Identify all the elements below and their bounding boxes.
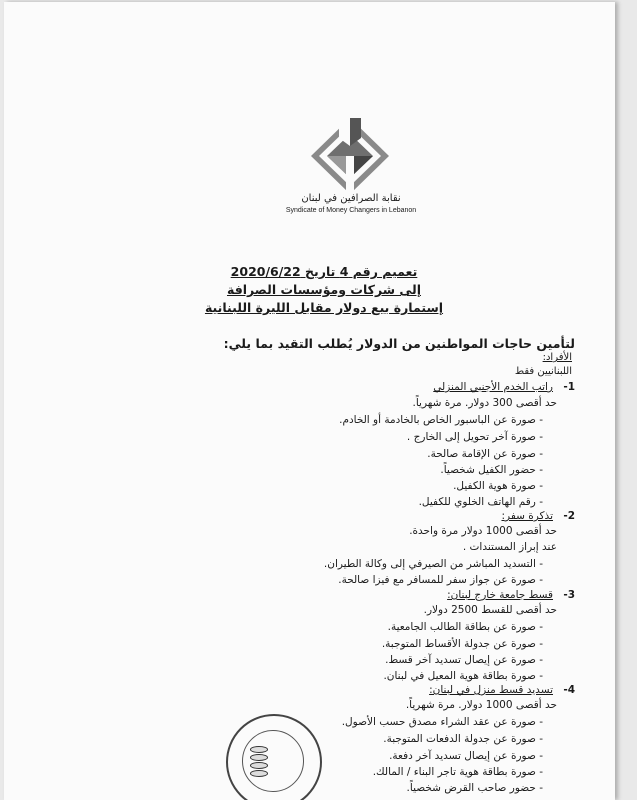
section-4-title: تسديد قسط منزل في لبنان: xyxy=(429,684,553,696)
section-2-title: تذكرة سفر: xyxy=(501,510,553,522)
section-1-item: - صورة هوية الكفيل. xyxy=(453,480,543,492)
document-page xyxy=(4,2,615,800)
section-4-item: - صورة عن جدولة الدفعات المتوجبة. xyxy=(383,733,543,745)
section-3-title: قسط جامعة خارج لبنان: xyxy=(447,589,553,601)
section-3-item: - صورة عن بطاقة الطالب الجامعية. xyxy=(387,621,543,633)
section-3-item: - صورة بطاقة هوية المعيل في لبنان. xyxy=(383,670,543,682)
section-2-item: - التسديد المباشر من الصيرفي إلى وكالة الطيران. xyxy=(323,558,543,570)
coins-icon xyxy=(250,746,266,776)
section-4-item: - صورة عن إيصال تسديد آخر دفعة. xyxy=(389,750,543,762)
individuals-label: الأفراد: xyxy=(542,352,572,363)
section-2-number: 2- xyxy=(563,510,575,522)
logo-arabic-name: نقابة الصرافين في لبنان xyxy=(301,193,401,204)
section-4-item: - صورة بطاقة هوية تاجر البناء / المالك. xyxy=(372,766,543,778)
section-1-number: 1- xyxy=(563,381,575,393)
section-2-limit: حد أقصى 1000 دولار مرة واحدة. xyxy=(409,525,557,537)
section-1-title: راتب الخدم الأجنبي المنزلي xyxy=(433,381,553,393)
section-1-limit: حد أقصى 300 دولار. مرة شهرياً. xyxy=(412,397,557,409)
section-3-item: - صورة عن إيصال تسديد آخر قسط. xyxy=(385,654,543,666)
section-1-item: - صورة آخر تحويل إلى الخارج . xyxy=(406,431,543,443)
section-2-item: - صورة عن جواز سفر للمسافر مع فيزا صالحة. xyxy=(338,574,543,586)
circular-title: تعميم رقم 4 تاريخ 2020/6/22 xyxy=(230,264,418,279)
section-3-number: 3- xyxy=(563,589,575,601)
circular-recipients: إلى شركات ومؤسسات الصرافة xyxy=(226,282,421,297)
syndicate-logo xyxy=(309,116,391,196)
section-1-item: - صورة عن الباسبور الخاص بالخادمة أو الخادم. xyxy=(339,414,543,426)
section-4-limit: حد أقصى 1000 دولار. مرة شهرياً. xyxy=(405,699,557,711)
section-1-item: - رقم الهاتف الخلوي للكفيل. xyxy=(418,496,543,508)
section-4-number: 4- xyxy=(563,684,575,696)
official-stamp xyxy=(226,714,322,800)
circular-subject: إستمارة بيع دولار مقابل الليرة اللبنانية xyxy=(204,300,444,315)
individuals-sub: اللبنانيين فقط xyxy=(514,366,572,377)
section-1-item: - حضور الكفيل شخصياً. xyxy=(440,464,543,476)
section-4-item: - حضور صاحب القرض شخصياً. xyxy=(406,782,543,794)
section-3-item: - صورة عن جدولة الأقساط المتوجبة. xyxy=(381,638,543,650)
logo-english-name: Syndicate of Money Changers in Lebanon xyxy=(285,207,417,214)
section-1-item: - صورة عن الإقامة صالحة. xyxy=(427,448,543,460)
intro-text: لتأمين حاجات المواطنين من الدولار يُطلب التقيد بما يلي: xyxy=(223,336,575,351)
section-2-extra: عند إبراز المستندات . xyxy=(462,541,557,553)
section-3-limit: حد أقصى للقسط 2500 دولار. xyxy=(423,604,557,616)
section-4-item: - صورة عن عقد الشراء مصدق حسب الأصول. xyxy=(341,716,543,728)
